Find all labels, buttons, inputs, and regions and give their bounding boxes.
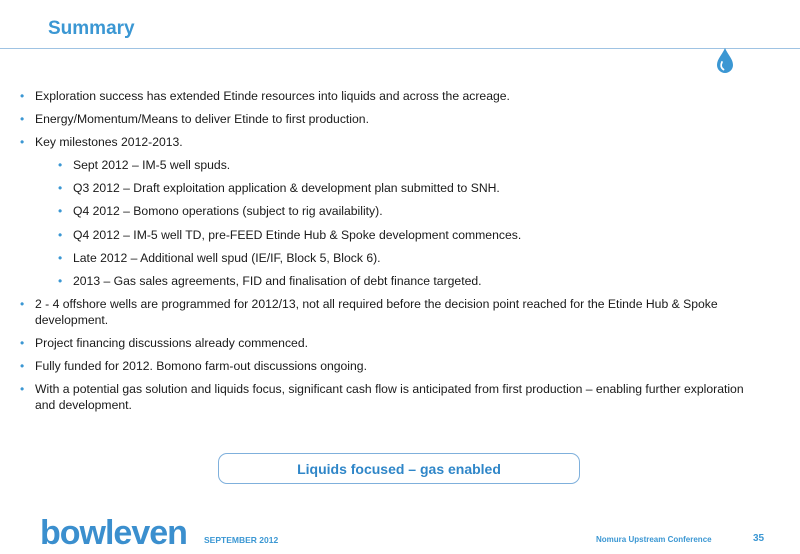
bullet-list bbox=[20, 88, 760, 420]
sub-bullet-item: • Late 2012 – Additional well spud (IE/IF, Block 5, Block 6). bbox=[20, 250, 760, 266]
footer-date: SEPTEMBER 2012 bbox=[204, 535, 279, 545]
bullet-item: • With a potential gas solution and liquids focus, significant cash flow is anticipated from first production – enabling further exploration and development. bbox=[20, 381, 760, 413]
water-drop-icon bbox=[714, 47, 736, 75]
callout-text: Liquids focused – gas enabled bbox=[297, 460, 501, 477]
bullet-item: • Exploration success has extended Etinde resources into liquids and across the acreage. bbox=[20, 88, 760, 104]
sub-bullet-item: • Q4 2012 – IM-5 well TD, pre-FEED Etinde Hub & Spoke development commences. bbox=[20, 227, 760, 243]
bullet-item: • Energy/Momentum/Means to deliver Etinde to first production. bbox=[20, 111, 760, 127]
sub-bullet-item: • Q4 2012 – Bomono operations (subject to rig availability). bbox=[20, 203, 760, 219]
callout-box bbox=[218, 453, 580, 484]
title-divider bbox=[0, 48, 800, 49]
bullet-item: • Key milestones 2012-2013. bbox=[20, 134, 760, 150]
bullet-item: • 2 - 4 offshore wells are programmed for 2012/13, not all required before the decision point reached for the Etinde Hub & Spoke development. bbox=[20, 296, 760, 328]
bullet-item: • Project financing discussions already commenced. bbox=[20, 335, 760, 351]
logo-wordmark: bowleven bbox=[40, 514, 187, 552]
sub-bullet-item: • Q3 2012 – Draft exploitation application & development plan submitted to SNH. bbox=[20, 180, 760, 196]
slide-title: Summary bbox=[48, 18, 135, 39]
sub-bullet-item: • Sept 2012 – IM-5 well spuds. bbox=[20, 157, 760, 173]
bullet-item: • Fully funded for 2012. Bomono farm-out discussions ongoing. bbox=[20, 358, 760, 374]
footer-conference: Nomura Upstream Conference bbox=[596, 535, 712, 544]
sub-bullet-item: • 2013 – Gas sales agreements, FID and finalisation of debt finance targeted. bbox=[20, 273, 760, 289]
page-number: 35 bbox=[753, 533, 765, 544]
bowleven-logo bbox=[38, 512, 198, 552]
